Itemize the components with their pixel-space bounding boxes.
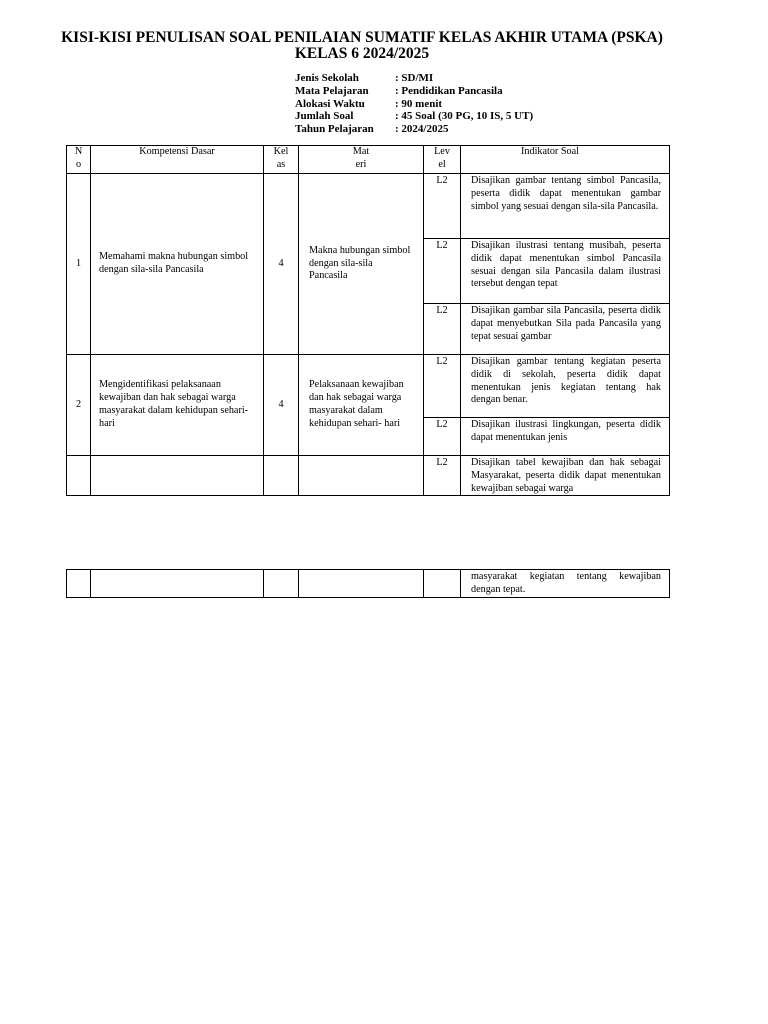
cell-empty: [91, 456, 264, 496]
cell-indikator: masyarakat kegiatan tentang kewajiban dengan tepat.: [461, 570, 670, 598]
info-value: : SD/MI: [395, 72, 434, 84]
cell-no: 2: [67, 355, 91, 456]
cell-materi: Makna hubungan simbol dengan sila-sila Pancasila: [299, 174, 424, 355]
table-header-row: [67, 146, 670, 174]
info-row: [295, 85, 533, 98]
cell-level: L2: [424, 355, 461, 418]
cell-level: L2: [424, 456, 461, 496]
header-materi: Mat eri: [299, 146, 424, 174]
table-row: [67, 570, 670, 598]
cell-empty: [264, 456, 299, 496]
cell-empty: [299, 456, 424, 496]
info-label: Jenis Sekolah: [295, 72, 359, 84]
table-row: [67, 456, 670, 496]
cell-indikator: Disajikan gambar sila Pancasila, peserta didik dapat menyebutkan Sila pada Pancasila yang tepat sesuai gambar: [461, 304, 670, 355]
info-value: : 2024/2025: [395, 123, 449, 136]
info-label: Tahun Pelajaran: [295, 123, 374, 136]
kisi-kisi-table-continued: [66, 569, 670, 598]
cell-empty: [424, 570, 461, 598]
header-kompetensi: Kompetensi Dasar: [91, 146, 264, 174]
cell-indikator: Disajikan ilustrasi lingkungan, peserta didik dapat menentukan jenis: [461, 418, 670, 456]
header-kelas: Kel as: [264, 146, 299, 174]
cell-empty: [299, 570, 424, 598]
info-label: Mata Pelajaran: [295, 84, 369, 97]
kisi-kisi-table: [66, 145, 670, 496]
info-value: : Pendidikan Pancasila: [395, 84, 503, 97]
cell-indikator: Disajikan ilustrasi tentang musibah, peserta didik dapat menentukan simbol Pancasila sesuai dengan sila Pancasila dalam ilustrasi tersebut dengan tepat: [461, 239, 670, 304]
info-row: [295, 98, 533, 111]
header-level: Lev el: [424, 146, 461, 174]
indikator-part1: Disajikan tabel kewajiban dan hak sebagai Masyarakat, peserta didik dapat menentukan kewajiban sebagai warga: [471, 457, 661, 494]
cell-empty: [91, 570, 264, 598]
header-indikator: Indikator Soal: [461, 146, 670, 174]
cell-kompetensi: Memahami makna hubungan simbol dengan sila-sila Pancasila: [91, 174, 264, 355]
cell-materi: Pelaksanaan kewajiban dan hak sebagai warga masyarakat dalam kehidupan sehari- hari: [299, 355, 424, 456]
cell-level: L2: [424, 239, 461, 304]
table-row: [67, 174, 670, 239]
table-row: [67, 355, 670, 418]
info-row: [295, 110, 533, 123]
info-label: Jumlah Soal: [295, 110, 354, 123]
cell-no: 1: [67, 174, 91, 355]
info-block: [295, 72, 533, 136]
cell-kelas: 4: [264, 174, 299, 355]
info-label: Alokasi Waktu: [295, 97, 365, 110]
info-row: [295, 123, 533, 136]
cell-kompetensi: Mengidentifikasi pelaksanaan kewajiban dan hak sebagai warga masyarakat dalam kehidupan sehari- hari: [91, 355, 264, 456]
document-title: [0, 30, 724, 62]
title-line-1: KISI-KISI PENULISAN SOAL PENILAIAN SUMATIF KELAS AKHIR UTAMA (PSKA): [61, 29, 663, 46]
cell-empty: [264, 570, 299, 598]
cell-empty: [67, 570, 91, 598]
cell-level: L2: [424, 418, 461, 456]
cell-kelas: 4: [264, 355, 299, 456]
cell-empty: [67, 456, 91, 496]
cell-level: L2: [424, 174, 461, 239]
header-no: N o: [67, 146, 91, 174]
info-row: [295, 72, 533, 85]
title-line-2: KELAS 6 2024/2025: [294, 45, 430, 62]
info-value: : 90 menit: [395, 97, 443, 110]
cell-level: L2: [424, 304, 461, 355]
info-value: : 45 Soal (30 PG, 10 IS, 5 UT): [395, 110, 534, 123]
cell-indikator: Disajikan gambar tentang simbol Pancasila, peserta didik dapat menentukan gambar simbol yang sesuai dengan sila-sila Pancasila.: [461, 174, 670, 239]
cell-indikator: Disajikan gambar tentang kegiatan peserta didik di sekolah, peserta didik dapat menentukan jenis kegiatan tentang hak dengan benar.: [461, 355, 670, 418]
cell-indikator: [461, 456, 670, 496]
